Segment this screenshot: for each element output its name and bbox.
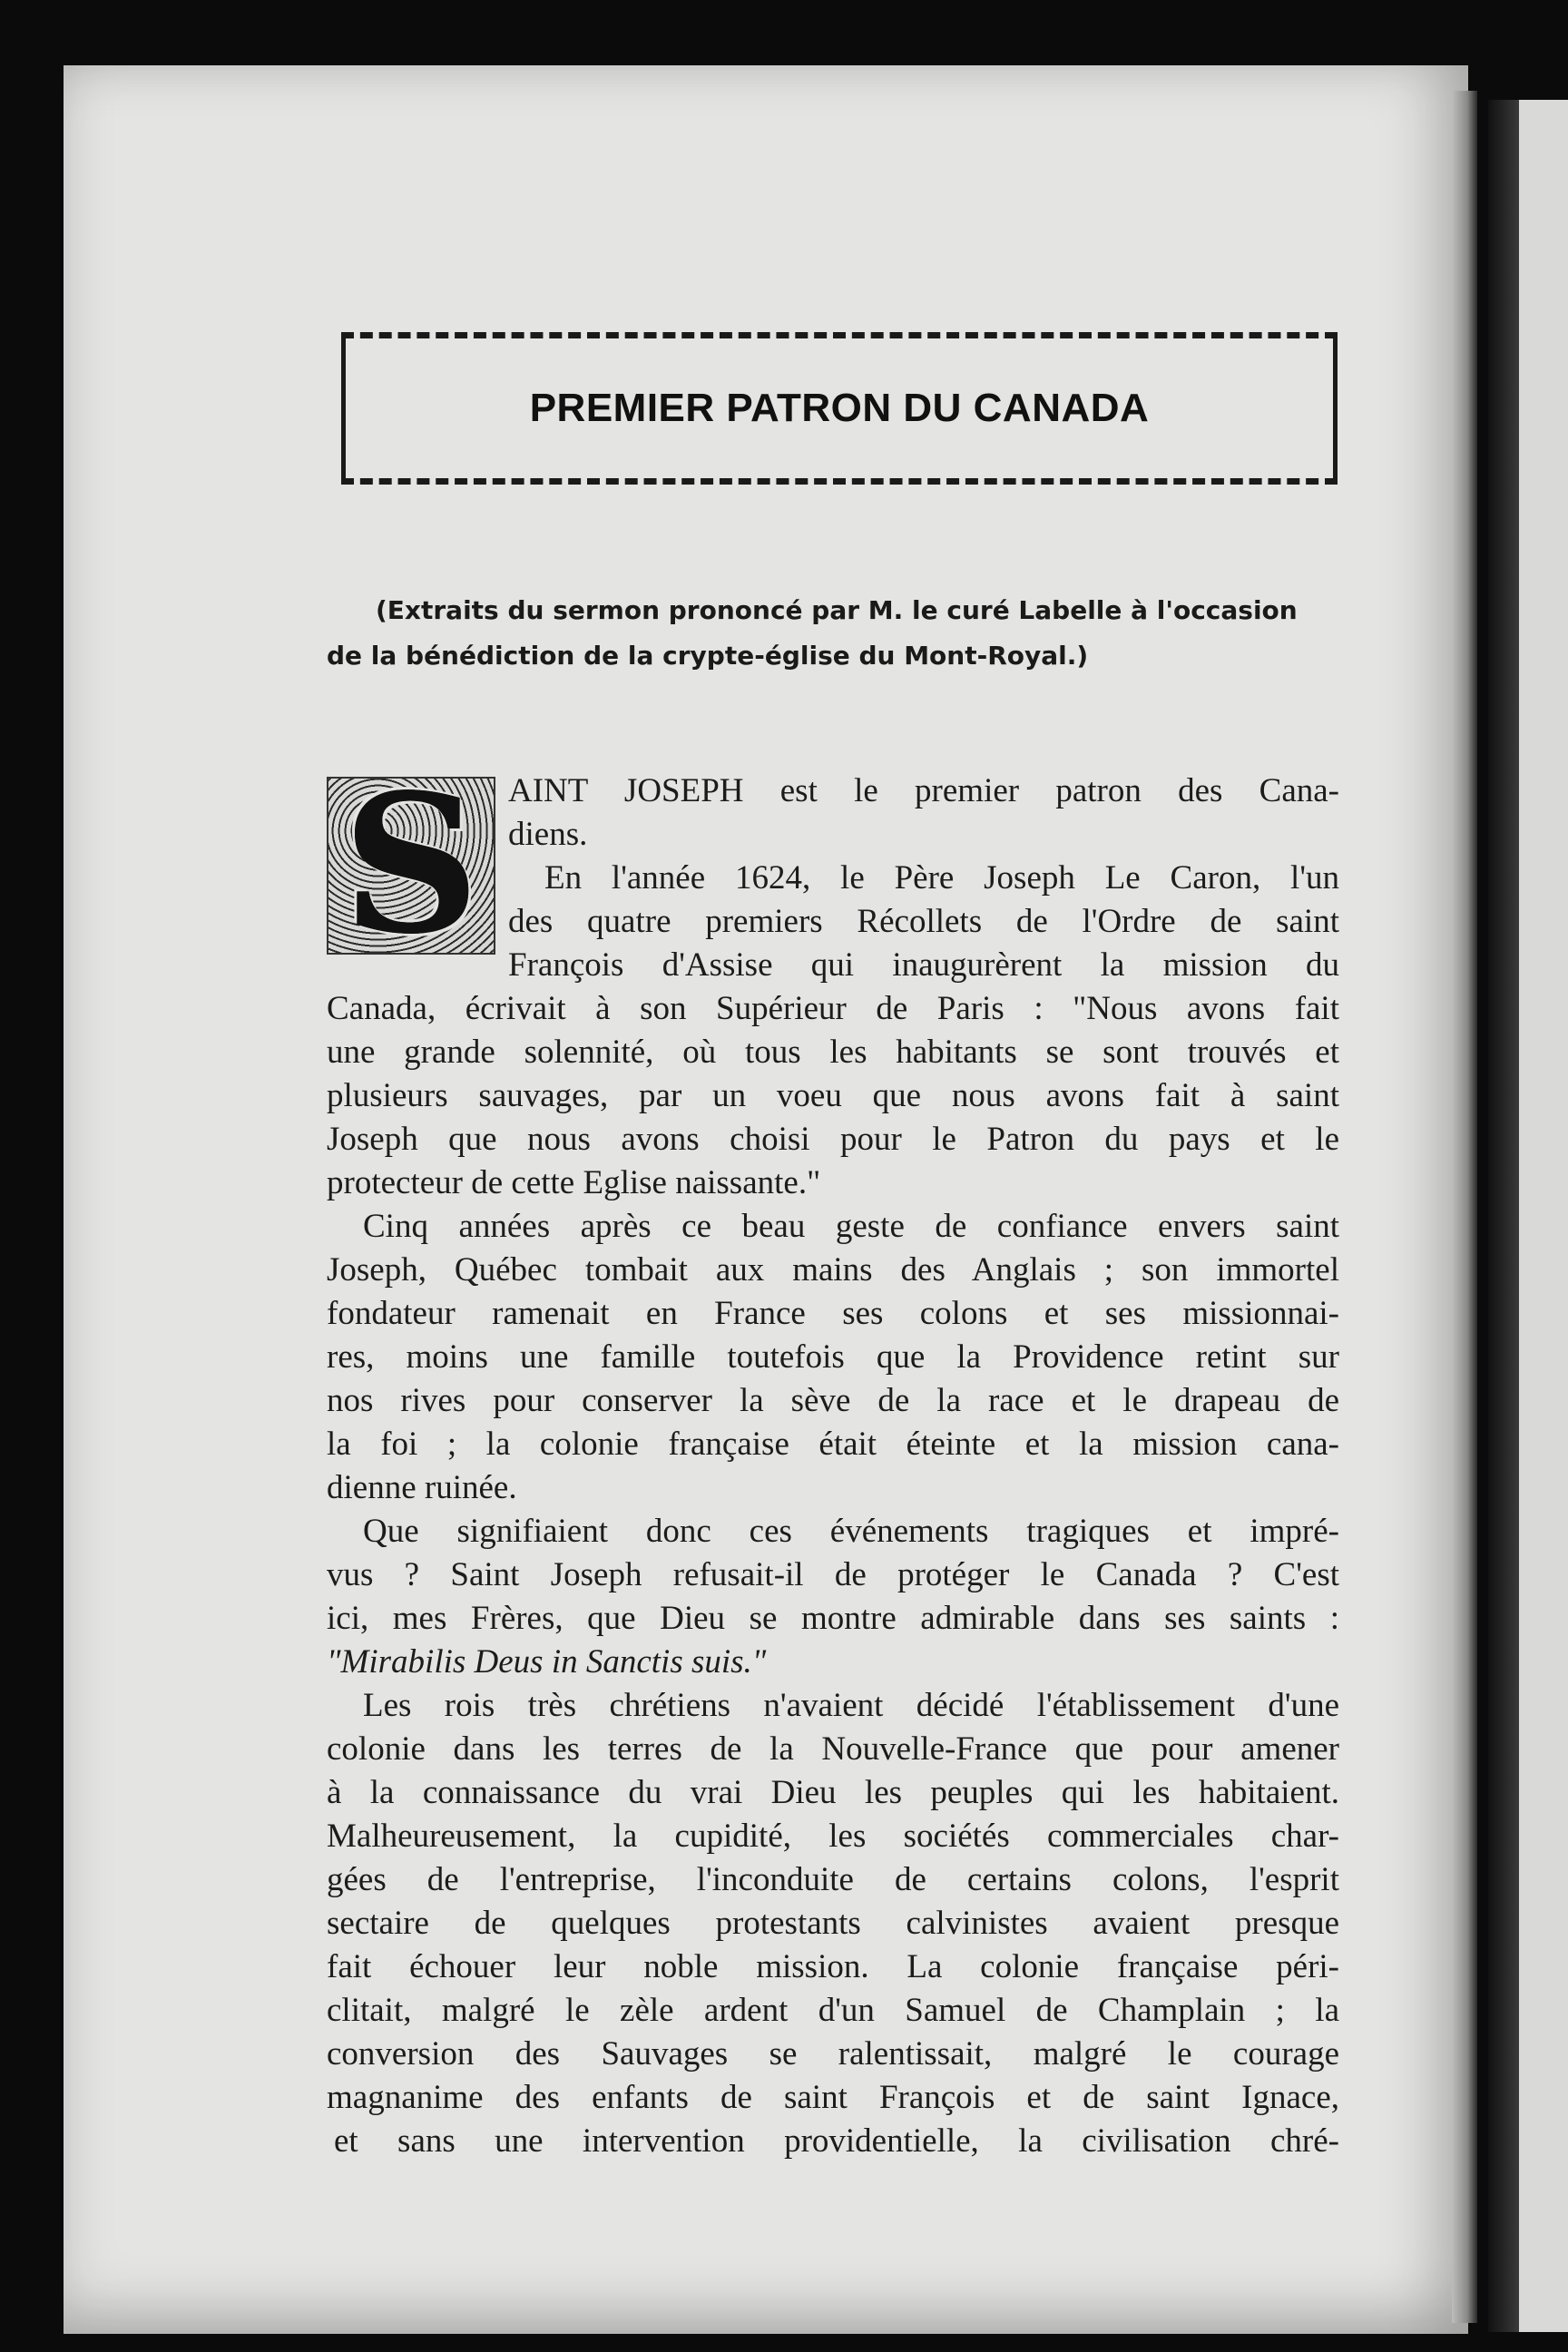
text-line: fait échouer leur noble mission. La colonie française péri- — [327, 1948, 1339, 1985]
text-line: conversion des Sauvages se ralentissait, malgré le courage — [327, 2035, 1339, 2073]
page-edge — [1452, 91, 1477, 2323]
text-line: ici, mes Frères, que Dieu se montre admirable dans ses saints : — [327, 1600, 1339, 1637]
text-line: AINT JOSEPH est le premier patron des Cana- — [508, 772, 1339, 809]
subtitle-line-1: (Extraits du sermon prononcé par M. le curé Labelle à l'occasion — [376, 595, 1298, 625]
text-line: Joseph que nous avons choisi pour le Patron du pays et le — [327, 1121, 1339, 1158]
text-line: En l'année 1624, le Père Joseph Le Caron, l'un — [544, 859, 1339, 897]
text-line: François d'Assise qui inaugurèrent la mission du — [508, 946, 1339, 984]
text-line: diens. — [508, 816, 588, 853]
text-line: fondateur ramenait en France ses colons et ses missionnai- — [327, 1295, 1339, 1332]
text-line: vus ? Saint Joseph refusait-il de protéger le Canada ? C'est — [327, 1556, 1339, 1593]
text-line: Canada, écrivait à son Supérieur de Paris : "Nous avons fait — [327, 990, 1339, 1027]
text-line: une grande solennité, où tous les habitants se sont trouvés et — [327, 1034, 1339, 1071]
text-line: et sans une intervention providentielle, la civilisation chré- — [334, 2122, 1339, 2160]
text-line: dienne ruinée. — [327, 1469, 517, 1506]
text-line: res, moins une famille toutefois que la Providence retint sur — [327, 1338, 1339, 1376]
dropcap-letter: S — [342, 777, 480, 955]
subtitle — [327, 588, 1339, 679]
text-line: Joseph, Québec tombait aux mains des Anglais ; son immortel — [327, 1251, 1339, 1289]
text-line: Malheureusement, la cupidité, les sociétés commerciales char- — [327, 1818, 1339, 1855]
text-line: clitait, malgré le zèle ardent d'un Samuel de Champlain ; la — [327, 1992, 1339, 2029]
text-line: plusieurs sauvages, par un voeu que nous avons fait à saint — [327, 1077, 1339, 1114]
text-line: à la connaissance du vrai Dieu les peuples qui les habitaient. — [327, 1774, 1339, 1811]
page-title: PREMIER PATRON DU CANADA — [529, 386, 1150, 430]
text-line: sectaire de quelques protestants calvinistes avaient presque — [327, 1905, 1339, 1942]
text-line: des quatre premiers Récollets de l'Ordre de saint — [508, 903, 1339, 940]
text-line: nos rives pour conserver la sève de la race et le drapeau de — [327, 1382, 1339, 1419]
text-line: Les rois très chrétiens n'avaient décidé l'établissement d'une — [363, 1687, 1339, 1724]
text-line: colonie dans les terres de la Nouvelle-France que pour amener — [327, 1730, 1339, 1768]
adjacent-page — [1488, 100, 1568, 2332]
body-text — [327, 769, 1339, 2163]
text-line: protecteur de cette Eglise naissante." — [327, 1164, 821, 1201]
text-line-latin-quote: "Mirabilis Deus in Sanctis suis." — [327, 1643, 767, 1681]
text-line: la foi ; la colonie française était éteinte et la mission cana- — [327, 1426, 1339, 1463]
text-line: Que signifiaient donc ces événements tragiques et impré- — [363, 1513, 1339, 1550]
subtitle-line-2: de la bénédiction de la crypte-église du Mont-Royal.) — [327, 641, 1089, 671]
text-line: gées de l'entreprise, l'inconduite de certains colons, l'esprit — [327, 1861, 1339, 1898]
text-line: magnanime des enfants de saint François et de saint Ignace, — [327, 2079, 1339, 2116]
title-box — [341, 332, 1338, 485]
text-line: Cinq années après ce beau geste de confiance envers saint — [363, 1208, 1339, 1245]
ornamental-dropcap — [327, 777, 495, 955]
